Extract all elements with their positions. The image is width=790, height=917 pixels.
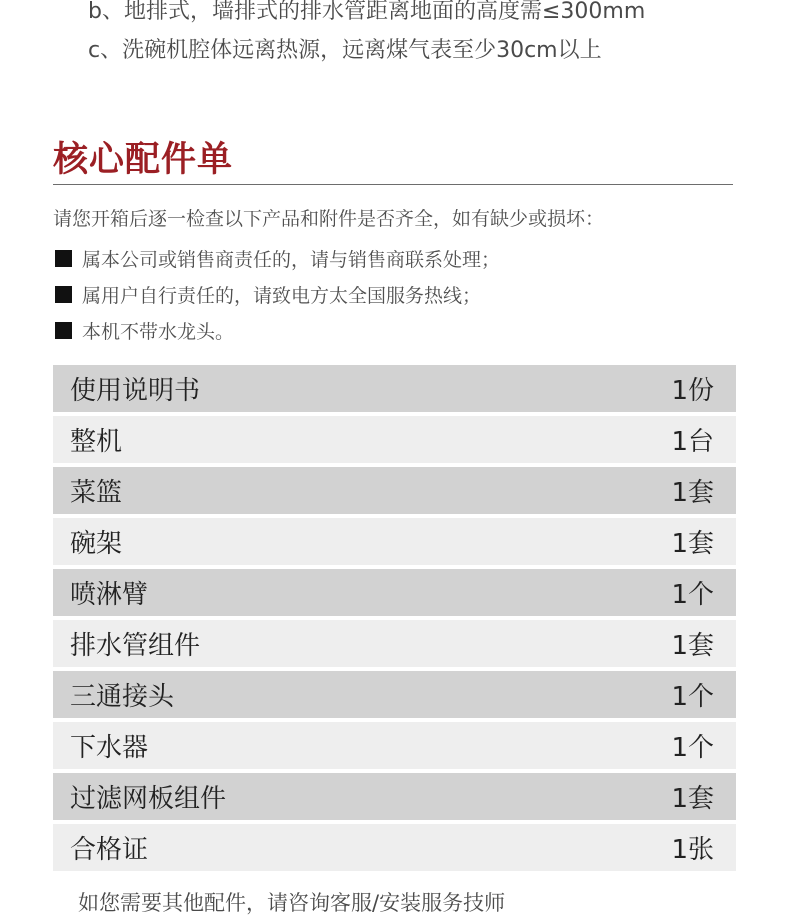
bullet-item: [55, 240, 500, 276]
part-name: 排水管组件: [70, 631, 201, 661]
table-row: [53, 518, 736, 565]
part-quantity: 1套: [671, 478, 714, 508]
bullet-item: [55, 312, 500, 348]
part-name: 碗架: [70, 529, 123, 559]
bullet-text: 属本公司或销售商责任的，请与销售商联系处理；: [82, 248, 501, 271]
section-title: 核心配件单: [53, 140, 234, 180]
installation-notes: [88, 0, 645, 70]
part-name: 三通接头: [70, 682, 175, 712]
table-row: [53, 365, 736, 412]
part-name: 合格证: [70, 835, 149, 865]
footer-note: 如您需要其他配件，请咨询客服/安装服务技师: [78, 891, 506, 915]
table-row: [53, 824, 736, 871]
part-name: 喷淋臂: [70, 580, 149, 610]
check-instructions: 请您开箱后逐一检查以下产品和附件是否齐全，如有缺少或损坏：: [53, 208, 605, 230]
part-quantity: 1张: [671, 835, 714, 865]
part-quantity: 1份: [671, 376, 714, 406]
square-bullet-icon: [55, 250, 72, 267]
part-quantity: 1套: [671, 631, 714, 661]
part-name: 菜篮: [70, 478, 123, 508]
bullet-list: [55, 240, 500, 348]
table-row: [53, 416, 736, 463]
part-quantity: 1个: [671, 682, 714, 712]
part-name: 过滤网板组件: [70, 784, 227, 814]
table-row: [53, 620, 736, 667]
bullet-text: 属用户自行责任的，请致电方太全国服务热线；: [82, 284, 482, 307]
square-bullet-icon: [55, 322, 72, 339]
table-row: [53, 569, 736, 616]
part-name: 整机: [70, 427, 123, 457]
note-line-c: c、洗碗机腔体远离热源，远离煤气表至少30cm以上: [88, 38, 602, 63]
part-quantity: 1套: [671, 529, 714, 559]
part-quantity: 1套: [671, 784, 714, 814]
square-bullet-icon: [55, 286, 72, 303]
table-row: [53, 722, 736, 769]
table-row: [53, 671, 736, 718]
part-quantity: 1个: [671, 733, 714, 763]
note-line-b: b、地排式，墙排式的排水管距离地面的高度需≤300mm: [88, 0, 646, 24]
parts-table: [53, 365, 736, 875]
title-divider: [53, 184, 733, 185]
part-quantity: 1个: [671, 580, 714, 610]
table-row: [53, 467, 736, 514]
part-name: 下水器: [70, 733, 149, 763]
bullet-text: 本机不带水龙头。: [82, 320, 235, 343]
part-quantity: 1台: [671, 427, 714, 457]
part-name: 使用说明书: [70, 376, 201, 406]
bullet-item: [55, 276, 500, 312]
table-row: [53, 773, 736, 820]
